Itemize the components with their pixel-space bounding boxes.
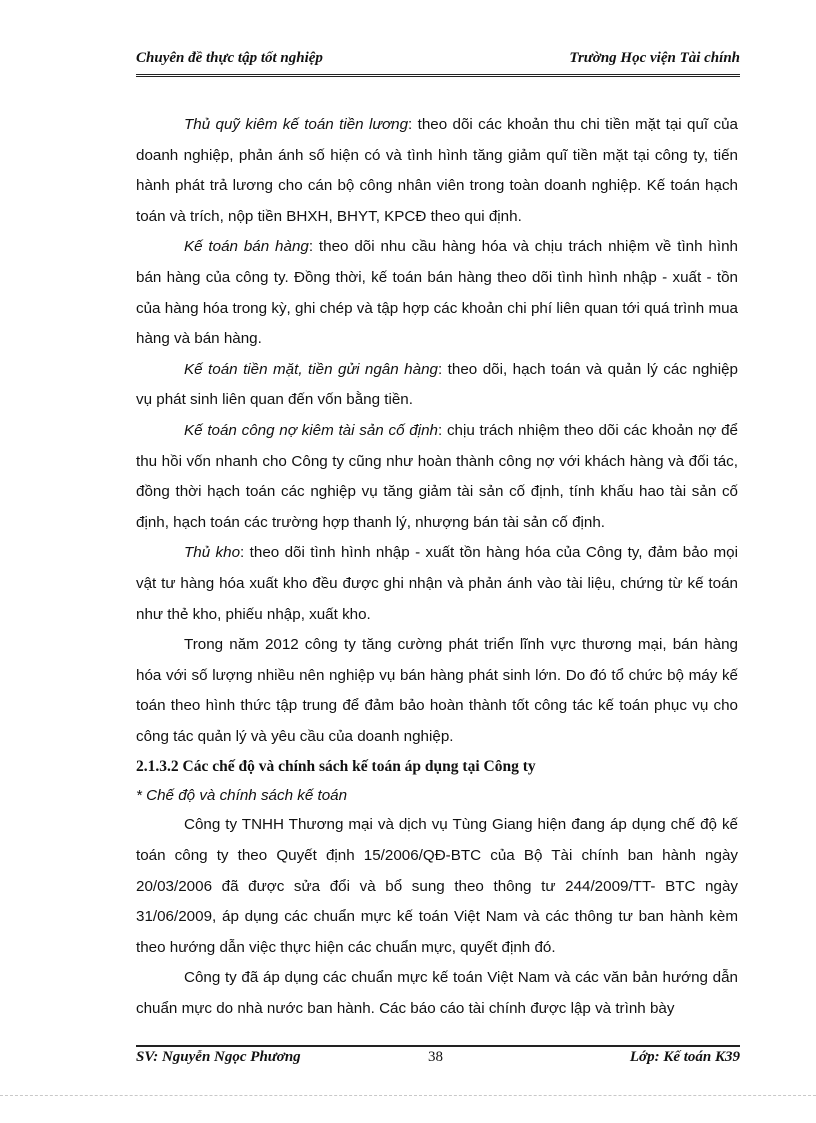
paragraph-lead: Thủ kho [184, 544, 241, 562]
paragraph-lead: Thủ quỹ kiêm kế toán tiền lương [184, 116, 409, 133]
paragraph-text: : theo dõi tình hình nhập - xuất tồn hàng hóa của Công ty, đảm bảo mọi vật tư hàng hóa xuất kho đều được ghi nhận và phản ánh vào tài liệu, chứng từ kế toán như thẻ kho, phiếu nhập, xuất kho. [136, 544, 738, 623]
paragraph-lead: Kế toán tiền mặt, tiền gửi ngân hàng [184, 360, 438, 378]
paragraph-thu-quy [136, 110, 738, 232]
document-body [136, 110, 738, 1025]
page-header [136, 48, 740, 77]
header-left-title: Chuyên đề thực tập tốt nghiệp [136, 50, 323, 66]
paragraph-lead: Kế toán công nợ kiêm tài sản cố định [184, 421, 438, 439]
subheading: * Chế độ và chính sách kế toán [136, 787, 348, 805]
footer-class: Lớp: Kế toán K39 [629, 1049, 740, 1065]
paragraph-tien-mat [136, 355, 738, 416]
paragraph-ban-hang [136, 232, 738, 354]
page-edge-divider [0, 1095, 816, 1096]
paragraph-text: : theo dõi các khoản thu chi tiền mặt tại quĩ của doanh nghiệp, phản ánh số hiện có và tình hình tăng giảm quĩ tiền mặt tại công ty, tiến hành phát trả lương cho cán bộ công nhân viên trong toàn doanh nghiệp. Kế toán hạch toán và trích, nộp tiền BHXH, BHYT, KPCĐ theo qui định. [136, 116, 738, 225]
paragraph-thu-kho [136, 538, 738, 630]
page-number: 38 [428, 1049, 443, 1065]
paragraph-text: : theo dõi nhu cầu hàng hóa và chịu trách nhiệm về tình hình bán hàng của công ty. Đồng thời, kế toán bán hàng theo dõi tình hình nhập - xuất - tồn của hàng hóa trong kỳ, ghi chép và tập hợp các khoản chi phí liên quan tới quá trình mua hàng và bán hàng. [136, 238, 738, 348]
paragraph-text: Trong năm 2012 công ty tăng cường phát triển lĩnh vực thương mại, bán hàng hóa với số lượng nhiều nên nghiệp vụ bán hàng phát sinh lớn. Do đó tổ chức bộ máy kế toán theo hình thức tập trung để đảm bảo hoàn thành tốt công tác kế toán phục vụ cho công tác quản lý và yêu cầu của doanh nghiệp. [136, 636, 738, 745]
paragraph-lead: Kế toán bán hàng [184, 238, 309, 256]
section-heading: 2.1.3.2 Các chế độ và chính sách kế toán áp dụng tại Công ty [136, 758, 536, 776]
paragraph-text: : chịu trách nhiệm theo dõi các khoản nợ để thu hồi vốn nhanh cho Công ty cũng như hoàn thành công nợ với khách hàng và đối tác, đồng thời hạch toán các nghiệp vụ tăng giảm tài sản cố định, tính khấu hao tài sản cố định, hạch toán các trường hợp thanh lý, nhượng bán tài sản cố định. [136, 421, 739, 531]
page-footer [136, 1045, 740, 1075]
paragraph-nam-2012 [136, 630, 738, 752]
paragraph-text: : theo dõi, hạch toán và quản lý các nghiệp vụ phát sinh liên quan đến vốn bằng tiền. [136, 360, 738, 409]
paragraph-chuan-muc: Công ty đã áp dụng các chuẩn mực kế toán Việt Nam và các văn bản hướng dẫn chuẩn mực do nhà nước ban hành. Các báo cáo tài chính được lập và trình bày [136, 969, 738, 1018]
paragraph-che-do: Công ty TNHH Thương mại và dịch vụ Tùng Giang hiện đang áp dụng chế độ kế toán công ty theo Quyết định 15/2006/QĐ-BTC của Bộ Tài chính ban hành ngày 20/03/2006 đã được sửa đổi và bổ sung theo thông tư 244/2009/TT- BTC ngày 31/06/2009, áp dụng các chuẩn mực kế toán Việt Nam và các thông tư ban hành kèm theo hướng dẫn việc thực hiện các chuẩn mực, quyết định đó. [136, 816, 738, 956]
footer-student: SV: Nguyễn Ngọc Phương [136, 1049, 301, 1065]
paragraph-cong-no [136, 416, 738, 538]
header-right-title: Trường Học viện Tài chính [569, 50, 740, 66]
